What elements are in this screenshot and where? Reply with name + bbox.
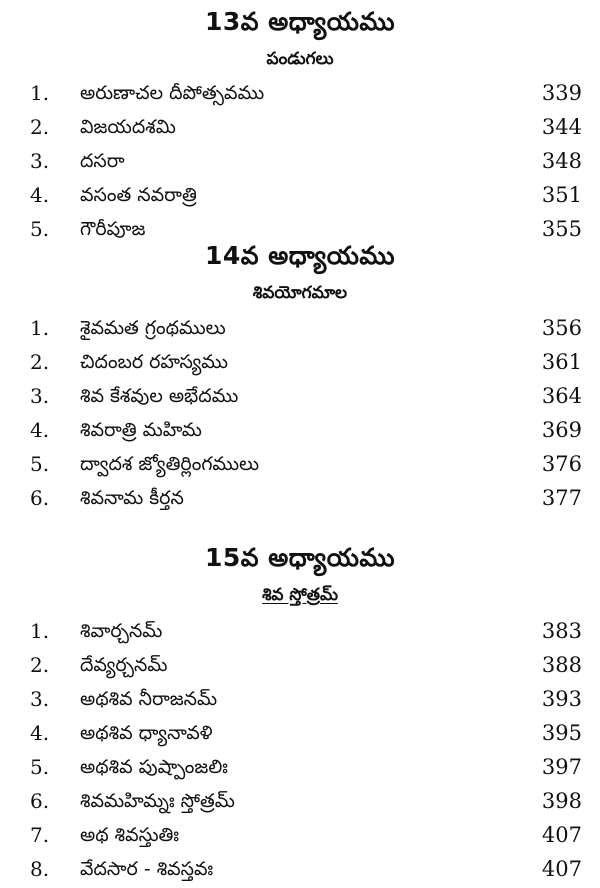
list-item <box>0 818 600 852</box>
chapter-entries <box>0 76 600 246</box>
entry-title: శివమహిమ్నః స్తోత్రమ్ <box>80 790 235 812</box>
entry-page: 397 <box>541 755 582 779</box>
entry-title: దసరా <box>80 150 125 172</box>
entry-title: శివార్చనమ్ <box>80 620 163 642</box>
entry-number: 5. <box>30 452 50 476</box>
entry-number: 1. <box>30 81 50 105</box>
list-item <box>0 110 600 144</box>
entry-page: 344 <box>541 115 582 139</box>
entry-page: 369 <box>541 418 582 442</box>
chapter-subtitle: పండుగలు <box>266 49 334 69</box>
list-item <box>0 447 600 481</box>
entry-page: 388 <box>541 653 582 677</box>
entry-title: గౌరీపూజ <box>80 218 146 240</box>
list-item <box>0 784 600 818</box>
list-item <box>0 682 600 716</box>
entry-page: 348 <box>541 149 582 173</box>
entry-number: 4. <box>30 418 50 442</box>
entry-page: 407 <box>541 823 582 847</box>
entry-number: 5. <box>30 755 50 779</box>
list-item <box>0 76 600 110</box>
entry-page: 383 <box>541 619 582 643</box>
list-item <box>0 614 600 648</box>
entry-title: శైవమత గ్రంథములు <box>80 317 226 339</box>
chapter-subtitle <box>0 582 600 608</box>
entry-title: దేవ్యర్చనమ్ <box>80 654 168 676</box>
entry-number: 2. <box>30 653 50 677</box>
entry-number: 4. <box>30 721 50 745</box>
list-item <box>0 716 600 750</box>
list-item <box>0 648 600 682</box>
entry-title: శివనామ కీర్తన <box>80 487 184 509</box>
entry-page: 355 <box>541 217 582 241</box>
entry-number: 5. <box>30 217 50 241</box>
entry-title: వేదసార - శివస్తవః <box>80 858 214 880</box>
entry-page: 393 <box>541 687 582 711</box>
entry-page: 351 <box>541 183 582 207</box>
entry-page: 395 <box>541 721 582 745</box>
entry-number: 7. <box>30 823 50 847</box>
chapter-entries <box>0 311 600 515</box>
entry-number: 1. <box>30 619 50 643</box>
entry-title: అథశివ ధ్యానావళి <box>80 722 213 744</box>
list-item <box>0 178 600 212</box>
entry-title: అథశివ నీరాజనమ్ <box>80 688 218 710</box>
entry-title: వసంత నవరాత్రి <box>80 184 197 206</box>
chapter-title: 14వ అధ్యాయము <box>205 241 395 270</box>
entry-page: 356 <box>541 316 582 340</box>
entry-number: 8. <box>30 857 50 881</box>
list-item <box>0 481 600 515</box>
chapter-title: 13వ అధ్యాయము <box>205 7 395 36</box>
entry-page: 364 <box>541 384 582 408</box>
entry-title: చిదంబర రహస్యము <box>80 351 228 373</box>
entry-title: అథ శివస్తుతిః <box>80 824 180 846</box>
list-item <box>0 144 600 178</box>
entry-title: శివరాత్రి మహిమ <box>80 419 202 441</box>
entry-number: 3. <box>30 149 50 173</box>
list-item <box>0 413 600 447</box>
list-item <box>0 379 600 413</box>
list-item <box>0 311 600 345</box>
entry-page: 339 <box>541 81 582 105</box>
chapter-entries <box>0 614 600 886</box>
entry-number: 6. <box>30 486 50 510</box>
list-item <box>0 852 600 886</box>
chapter-title: 15వ అధ్యాయము <box>205 543 395 572</box>
entry-title: శివ కేశవుల అభేదము <box>80 385 239 407</box>
entry-title: అరుణాచల దీపోత్సవము <box>80 82 265 104</box>
entry-number: 4. <box>30 183 50 207</box>
entry-number: 3. <box>30 687 50 711</box>
entry-page: 376 <box>541 452 582 476</box>
list-item <box>0 345 600 379</box>
entry-page: 407 <box>541 857 582 881</box>
list-item <box>0 750 600 784</box>
entry-number: 1. <box>30 316 50 340</box>
chapter-subtitle-text: శివ స్తోత్రమ్ <box>262 585 338 605</box>
entry-title: ద్వాదశ జ్యోతిర్లింగములు <box>80 453 260 475</box>
entry-number: 6. <box>30 789 50 813</box>
entry-number: 2. <box>30 350 50 374</box>
entry-title: అథశివ పుష్పాంజలిః <box>80 756 228 778</box>
chapter-subtitle: శివయోగమాల <box>252 283 348 303</box>
entry-number: 2. <box>30 115 50 139</box>
entry-page: 398 <box>541 789 582 813</box>
entry-page: 377 <box>541 486 582 510</box>
entry-page: 361 <box>541 350 582 374</box>
entry-number: 3. <box>30 384 50 408</box>
entry-title: విజయదశమి <box>80 116 176 138</box>
